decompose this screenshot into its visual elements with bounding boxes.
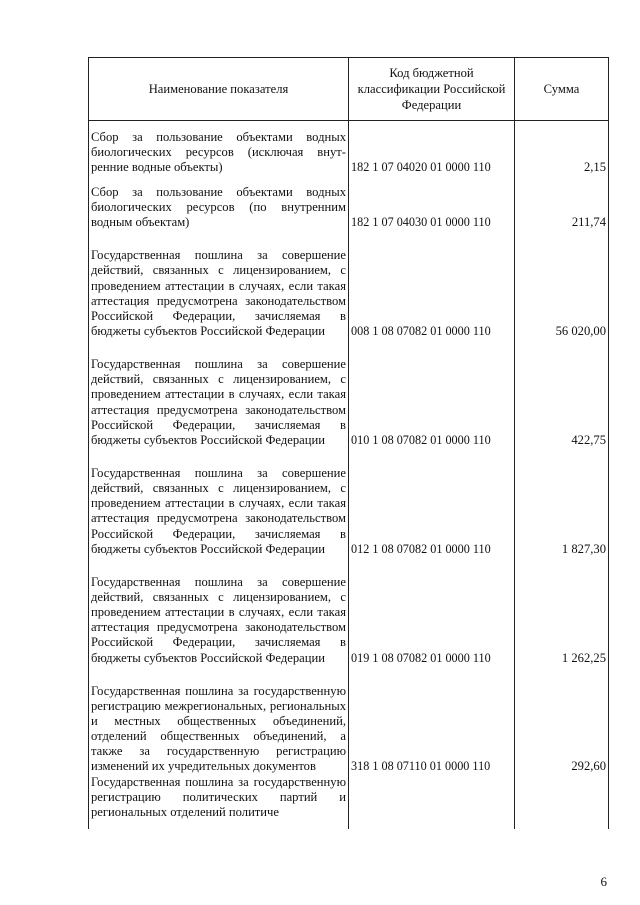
row-budget-code — [349, 775, 515, 829]
row-budget-code: 318 1 08 07110 01 0000 110 — [349, 666, 515, 775]
row-indicator-name: Государственная пошлина за совершение действий, связанных с лицензированием, с проведением аттестации в случаях, если такая аттестация предусмотрена законодательством Российской Федерации, зачисляемая в бюджеты субъектов Российской Федерации — [89, 448, 349, 557]
row-sum: 1 262,25 — [515, 557, 609, 666]
row-indicator-name: Государственная пошлина за совершение действий, связанных с лицензированием, с проведением аттестации в случаях, если такая аттестация предусмотрена законодательством Российской Федерации, зачисляемая в бюджеты субъектов Российской Федерации — [89, 230, 349, 339]
page-number: 6 — [600, 874, 607, 889]
header-sum: Сумма — [515, 58, 609, 121]
table-row — [89, 230, 609, 339]
row-budget-code: 019 1 08 07082 01 0000 110 — [349, 557, 515, 666]
row-sum: 292,60 — [515, 666, 609, 775]
table-row — [89, 339, 609, 448]
row-sum: 2,15 — [515, 121, 609, 176]
table-header-row — [89, 58, 609, 121]
row-budget-code: 010 1 08 07082 01 0000 110 — [349, 339, 515, 448]
row-budget-code: 012 1 08 07082 01 0000 110 — [349, 448, 515, 557]
row-indicator-name: Государственная пошлина за совершение действий, связанных с лицензированием, с проведением аттестации в случаях, если такая аттестация предусмотрена законодательством Российской Федерации, зачисляемая в бюджеты субъектов Российской Федерации — [89, 557, 349, 666]
row-indicator-name: Государственная пошлина за государственную регистрацию политических партий и региональных отделений политиче — [89, 775, 349, 829]
row-indicator-name: Государственная пошлина за совершение действий, связанных с лицензированием, с проведением аттестации в случаях, если такая аттестация предусмотрена законодательством Российской Федерации, зачисляемая в бюджеты субъектов Российской Федерации — [89, 339, 349, 448]
row-sum: 56 020,00 — [515, 230, 609, 339]
table-row — [89, 176, 609, 230]
row-indicator-name: Государственная пошлина за государственную регистрацию межрегиональных, региональных и местных общественных объединений, отделений общественных объединений, а также за государственную регистрацию изменений их учредительных документов — [89, 666, 349, 775]
row-indicator-name: Сбор за пользование объектами водных биологических ресурсов (по внутренним водным объектам) — [89, 176, 349, 230]
row-budget-code: 008 1 08 07082 01 0000 110 — [349, 230, 515, 339]
table-row — [89, 557, 609, 666]
row-sum: 211,74 — [515, 176, 609, 230]
row-indicator-name: Сбор за пользование объектами водных биологических ресурсов (исключая внутренние водные объекты) — [89, 121, 349, 176]
budget-revenue-table — [88, 57, 609, 829]
header-indicator-name: Наименование показателя — [89, 58, 349, 121]
row-budget-code: 182 1 07 04030 01 0000 110 — [349, 176, 515, 230]
row-budget-code: 182 1 07 04020 01 0000 110 — [349, 121, 515, 176]
table-row — [89, 666, 609, 775]
header-budget-code: Код бюджетной классификации Российской Федерации — [349, 58, 515, 121]
table-row — [89, 775, 609, 829]
row-sum: 422,75 — [515, 339, 609, 448]
table-row — [89, 121, 609, 176]
row-sum — [515, 775, 609, 829]
row-sum: 1 827,30 — [515, 448, 609, 557]
table-row — [89, 448, 609, 557]
